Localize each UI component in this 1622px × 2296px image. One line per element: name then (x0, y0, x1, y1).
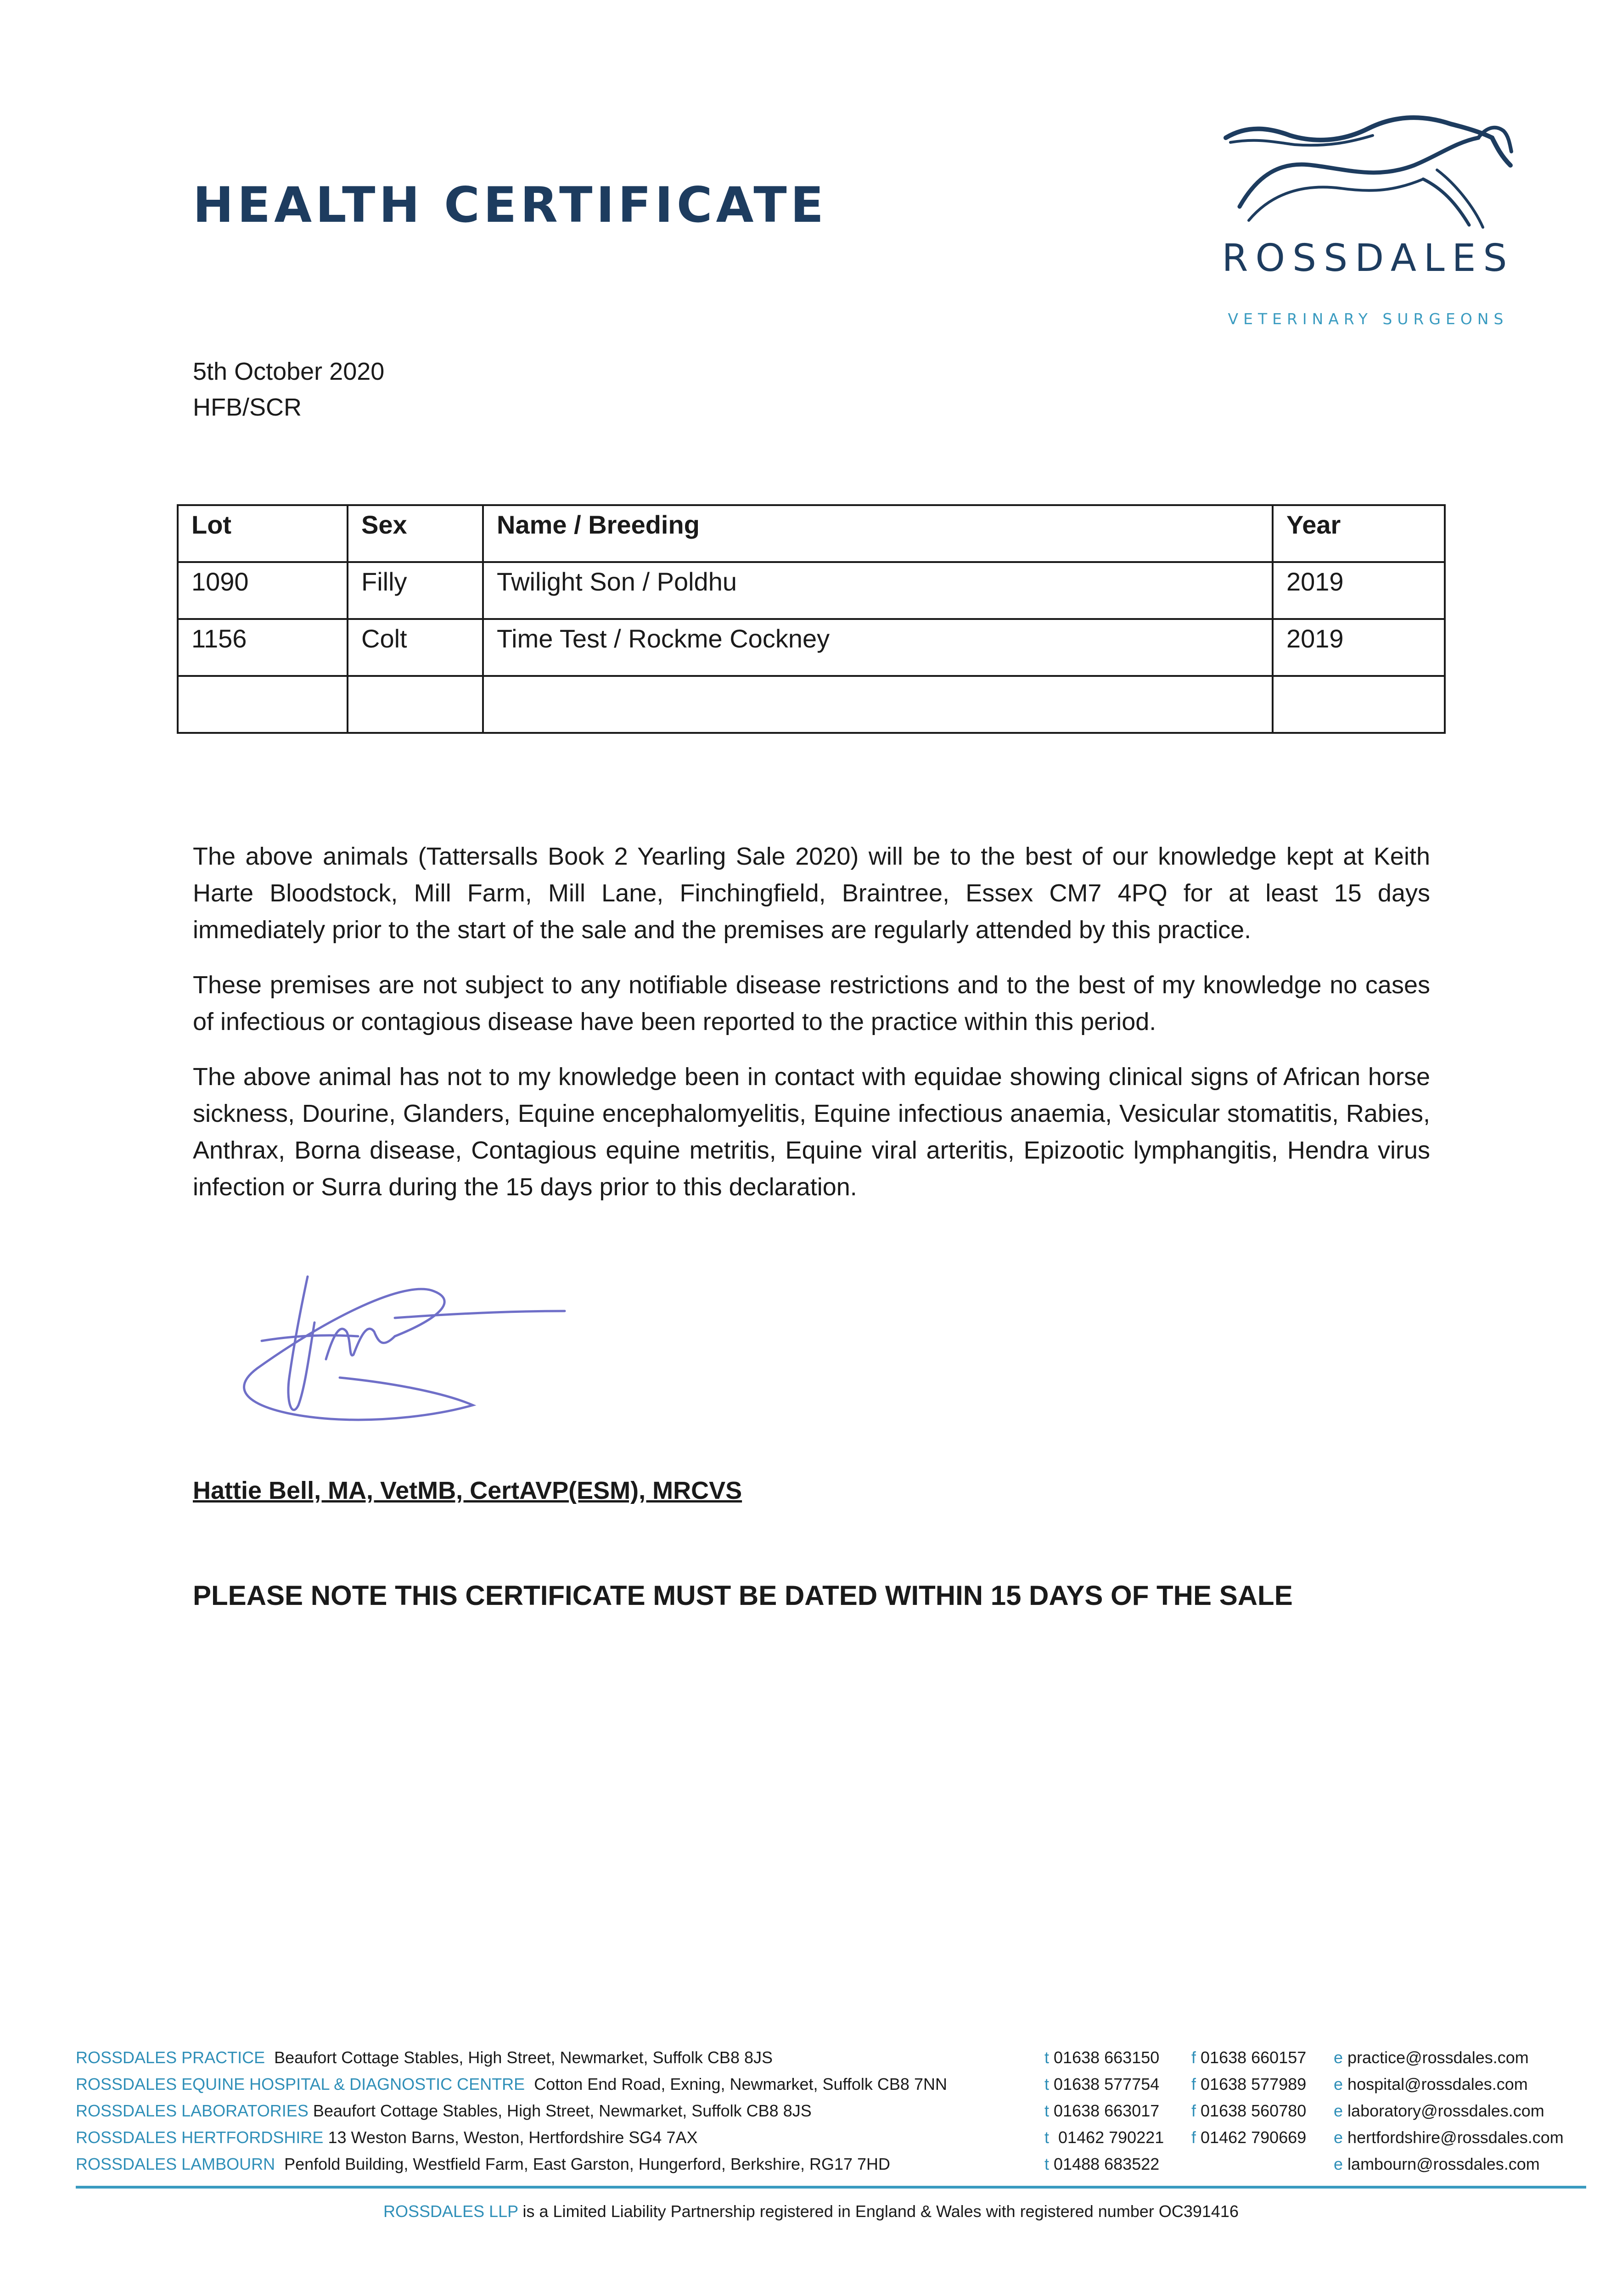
cell-lot (178, 676, 348, 733)
office-name: ROSSDALES LABORATORIES (76, 2101, 309, 2120)
office-name: ROSSDALES LAMBOURN (76, 2155, 275, 2173)
cell-year: 2019 (1273, 619, 1445, 676)
cell-sex (348, 676, 483, 733)
office-row (76, 2048, 1582, 2075)
office-address: Penfold Building, Westfield Farm, East Garston, Hungerford, Berkshire, RG17 7HD (284, 2155, 891, 2173)
table-row (178, 619, 1445, 676)
phone-label: t (1044, 2101, 1050, 2120)
cell-sex: Colt (348, 619, 483, 676)
cell-sex: Filly (348, 562, 483, 619)
cell-name-breeding: Twilight Son / Poldhu (483, 562, 1273, 619)
office-row (76, 2155, 1582, 2181)
office-name: ROSSDALES HERTFORDSHIRE (76, 2128, 324, 2147)
footer-offices (76, 2048, 1582, 2181)
office-phone: 01638 577754 (1054, 2075, 1160, 2093)
office-phone: 01638 663017 (1054, 2101, 1160, 2120)
important-note: PLEASE NOTE THIS CERTIFICATE MUST BE DATED WITHIN 15 DAYS OF THE SALE (193, 1580, 1293, 1611)
certificate-body (193, 838, 1430, 1224)
fax-label: f (1191, 2128, 1196, 2147)
office-row (76, 2101, 1582, 2128)
office-name: ROSSDALES EQUINE HOSPITAL & DIAGNOSTIC CENTRE (76, 2075, 525, 2093)
office-row (76, 2128, 1582, 2155)
body-paragraph: The above animal has not to my knowledge been in contact with equidae showing clinical signs of African horse sickness, Dourine, Glanders, Equine encephalomyelitis, Equine infectious anaemia, Vesicular stomatitis, Rabies, Anthrax, Borna disease, Contagious equine metritis, Equine viral arteritis, Epizootic lymphangitis, Hendra virus infection or Surra during the 15 days prior to this declaration. (193, 1063, 1430, 1201)
signature (202, 1267, 578, 1453)
column-header-name-breeding: Name / Breeding (483, 505, 1273, 562)
office-phone: 01638 663150 (1054, 2048, 1160, 2067)
office-email[interactable]: hertfordshire@rossdales.com (1347, 2128, 1564, 2147)
office-fax: 01638 560780 (1201, 2101, 1307, 2120)
office-email[interactable]: practice@rossdales.com (1347, 2048, 1529, 2067)
column-header-year: Year (1273, 505, 1445, 562)
llp-name: ROSSDALES LLP (383, 2202, 518, 2221)
office-email[interactable]: lambourn@rossdales.com (1347, 2155, 1540, 2173)
office-address: Beaufort Cottage Stables, High Street, Newmarket, Suffolk CB8 8JS (313, 2101, 812, 2120)
office-name: ROSSDALES PRACTICE (76, 2048, 265, 2067)
fax-label: f (1191, 2101, 1196, 2120)
email-label: e (1334, 2048, 1343, 2067)
phone-label: t (1044, 2075, 1050, 2093)
office-fax: 01462 790669 (1201, 2128, 1307, 2147)
page-title: HEALTH CERTIFICATE (193, 177, 828, 233)
horse-jumping-icon (1221, 110, 1515, 234)
office-email[interactable]: laboratory@rossdales.com (1347, 2101, 1544, 2120)
email-label: e (1334, 2075, 1343, 2093)
office-phone: 01462 790221 (1058, 2128, 1164, 2147)
table-row (178, 676, 1445, 733)
lots-table (177, 504, 1446, 734)
logo-name: ROSSDALES (1222, 236, 1515, 280)
table-header-row (178, 505, 1445, 562)
fax-label: f (1191, 2048, 1196, 2067)
fax-label: f (1191, 2075, 1196, 2093)
cell-name-breeding: Time Test / Rockme Cockney (483, 619, 1273, 676)
column-header-sex: Sex (348, 505, 483, 562)
office-phone: 01488 683522 (1054, 2155, 1160, 2173)
office-email[interactable]: hospital@rossdales.com (1347, 2075, 1528, 2093)
phone-label: t (1044, 2155, 1050, 2173)
document-meta (193, 354, 384, 425)
table-row (178, 562, 1445, 619)
email-label: e (1334, 2128, 1343, 2147)
document-date: 5th October 2020 (193, 358, 385, 385)
body-paragraph: These premises are not subject to any notifiable disease restrictions and to the best of my knowledge no cases of infectious or contagious disease have been reported to the practice within this period. (193, 971, 1430, 1035)
office-address: 13 Weston Barns, Weston, Hertfordshire SG4 7AX (328, 2128, 698, 2147)
office-fax: 01638 660157 (1201, 2048, 1307, 2067)
email-label: e (1334, 2101, 1343, 2120)
phone-label: t (1044, 2048, 1050, 2067)
office-address: Beaufort Cottage Stables, High Street, Newmarket, Suffolk CB8 8JS (274, 2048, 773, 2067)
cell-year (1273, 676, 1445, 733)
llp-text: is a Limited Liability Partnership registered in England & Wales with registered number OC391416 (522, 2202, 1239, 2221)
rossdales-logo (1212, 110, 1524, 349)
llp-statement (0, 2202, 1622, 2221)
body-paragraph: The above animals (Tattersalls Book 2 Yearling Sale 2020) will be to the best of our knowledge kept at Keith Harte Bloodstock, Mill Farm, Mill Lane, Finchingfield, Braintree, Essex CM7 4PQ for at least 15 days immediately prior to the start of the sale and the premises are regularly attended by this practice. (193, 843, 1430, 944)
signatory-name: Hattie Bell, MA, VetMB, CertAVP(ESM), MRCVS (193, 1477, 742, 1504)
footer-divider (76, 2186, 1586, 2189)
email-label: e (1334, 2155, 1343, 2173)
cell-year: 2019 (1273, 562, 1445, 619)
cell-lot: 1156 (178, 619, 348, 676)
document-reference: HFB/SCR (193, 394, 302, 421)
column-header-lot: Lot (178, 505, 348, 562)
cell-name-breeding (483, 676, 1273, 733)
office-row (76, 2075, 1582, 2101)
logo-subtitle: VETERINARY SURGEONS (1228, 310, 1509, 328)
office-address: Cotton End Road, Exning, Newmarket, Suffolk CB8 7NN (534, 2075, 947, 2093)
office-fax: 01638 577989 (1201, 2075, 1307, 2093)
cell-lot: 1090 (178, 562, 348, 619)
phone-label: t (1044, 2128, 1050, 2147)
